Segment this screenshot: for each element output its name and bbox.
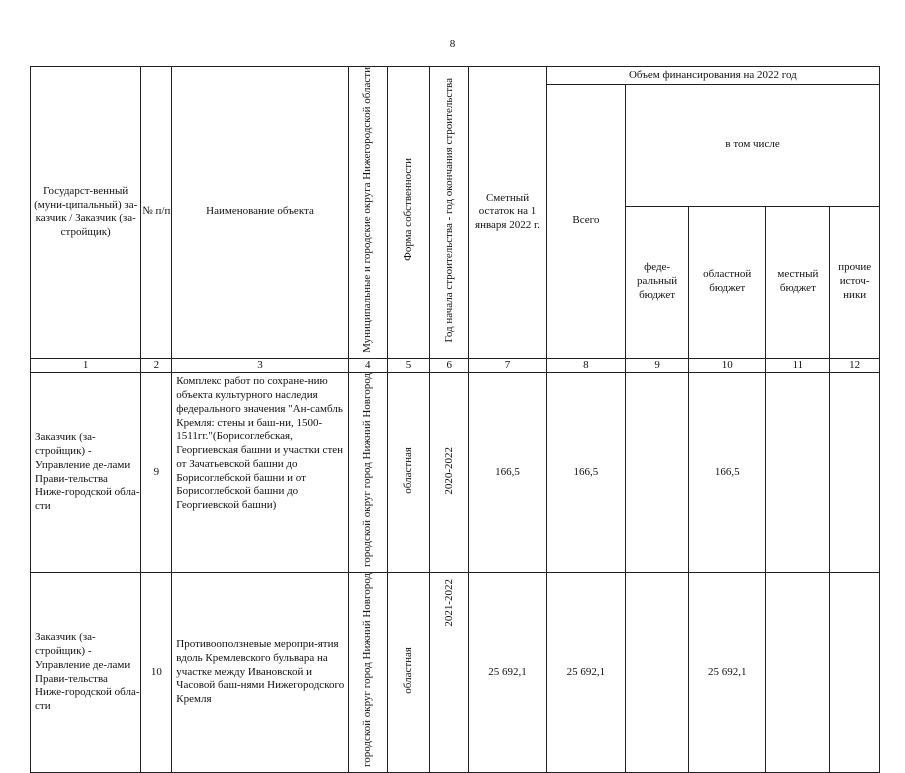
cell-ownership	[387, 373, 429, 573]
header-federal	[626, 206, 689, 358]
header-estimated-balance	[469, 67, 546, 359]
ownership-text: областная	[402, 646, 415, 694]
header-total-text: Всего	[572, 214, 600, 227]
header-customer	[31, 67, 141, 359]
header-other	[830, 206, 880, 358]
header-ownership-text: Форма собственности	[402, 158, 415, 262]
column-number-row	[31, 358, 880, 373]
column-number: 4	[348, 358, 387, 373]
header-local-text: местный бюджет	[777, 268, 819, 295]
cell-object-name	[172, 373, 348, 573]
cell-total: 166,5	[546, 373, 625, 573]
header-num	[141, 67, 172, 359]
cell-estimated-balance: 25 692,1	[469, 573, 546, 773]
column-number: 3	[172, 358, 348, 373]
cell-other	[830, 573, 880, 773]
header-municipality-text: Муниципальные и городские округа Нижегородской области	[361, 67, 374, 353]
header-num-text: № п/п	[142, 205, 171, 218]
header-regional	[689, 206, 766, 358]
cell-local	[766, 373, 830, 573]
years-text: 2020-2022	[442, 446, 455, 495]
cell-customer	[31, 373, 141, 573]
table-row	[31, 373, 880, 573]
header-customer-text: Государст-венный (муни-ципальный) за-казчик / Заказчик (за-стройщик)	[34, 184, 138, 239]
cell-ownership	[387, 573, 429, 773]
column-number: 1	[31, 358, 141, 373]
column-number: 11	[766, 358, 830, 373]
cell-federal	[626, 373, 689, 573]
cell-municipality	[348, 573, 387, 773]
customer-text: Заказчик (за-стройщик) - Управление де-лами Прави-тельства Ниже-городской обла-сти	[35, 631, 140, 713]
header-years-text: Год начала строительства - год окончания строительства	[442, 77, 455, 343]
column-number: 8	[546, 358, 625, 373]
header-regional-text: областной бюджет	[703, 268, 752, 295]
cell-regional: 25 692,1	[689, 573, 766, 773]
header-federal-text: феде-ральный бюджет	[637, 261, 678, 301]
column-number: 12	[830, 358, 880, 373]
header-total	[546, 85, 625, 359]
municipality-text: городской округ город Нижний Новгород	[361, 573, 374, 768]
column-number: 9	[626, 358, 689, 373]
cell-other	[830, 373, 880, 573]
years-text: 2021-2022	[442, 579, 455, 627]
object-name-text: Комплекс работ по сохране-нию объекта культурного наследия федерального значения "Ан-самбль Кремля: стены и баш-ни, 1500- 1511гг."(Борисоглебская, Георгиевская башни и участки стен от Зачатьевской башни до Борисоглебской башни и от Борисоглебской башни до Георгиевской башни)	[176, 375, 344, 512]
cell-federal	[626, 573, 689, 773]
table-row	[31, 573, 880, 773]
customer-text: Заказчик (за-стройщик) - Управление де-лами Прави-тельства Ниже-городской обла-сти	[35, 431, 140, 513]
header-funding-volume	[546, 67, 879, 85]
cell-total: 25 692,1	[546, 573, 625, 773]
cell-municipality	[348, 373, 387, 573]
header-including-text: в том числе	[725, 138, 780, 151]
header-municipality	[348, 67, 387, 359]
financing-table	[30, 66, 880, 773]
cell-regional: 166,5	[689, 373, 766, 573]
cell-years	[430, 373, 469, 573]
column-number: 2	[141, 358, 172, 373]
column-number: 6	[430, 358, 469, 373]
ownership-text: областная	[402, 447, 415, 494]
cell-years	[430, 573, 469, 773]
header-years	[430, 67, 469, 359]
cell-local	[766, 573, 830, 773]
cell-estimated-balance: 166,5	[469, 373, 546, 573]
column-number: 7	[469, 358, 546, 373]
page-number: 8	[449, 38, 456, 50]
header-local	[766, 206, 830, 358]
cell-object-name	[172, 573, 348, 773]
header-object-name-text: Наименование объекта	[206, 205, 314, 218]
header-object-name	[172, 67, 348, 359]
header-ownership	[387, 67, 429, 359]
object-name-text: Противооползневые меропри-ятия вдоль Кремлевского бульвара на участке между Ивановской и Часовой баш-нями Нижегородского Кремля	[176, 638, 345, 706]
column-number: 5	[387, 358, 429, 373]
header-including	[626, 85, 880, 207]
header-funding-volume-text: Объем финансирования на 2022 год	[628, 68, 797, 81]
municipality-text: городской округ город Нижний Новгород	[361, 373, 374, 568]
cell-num: 9	[141, 373, 172, 573]
cell-customer	[31, 573, 141, 773]
header-estimated-balance-text: Сметный остаток на 1 января 2022 г.	[475, 191, 540, 232]
column-number: 10	[689, 358, 766, 373]
cell-num: 10	[141, 573, 172, 773]
header-other-text: прочие источ-ники	[838, 261, 872, 301]
